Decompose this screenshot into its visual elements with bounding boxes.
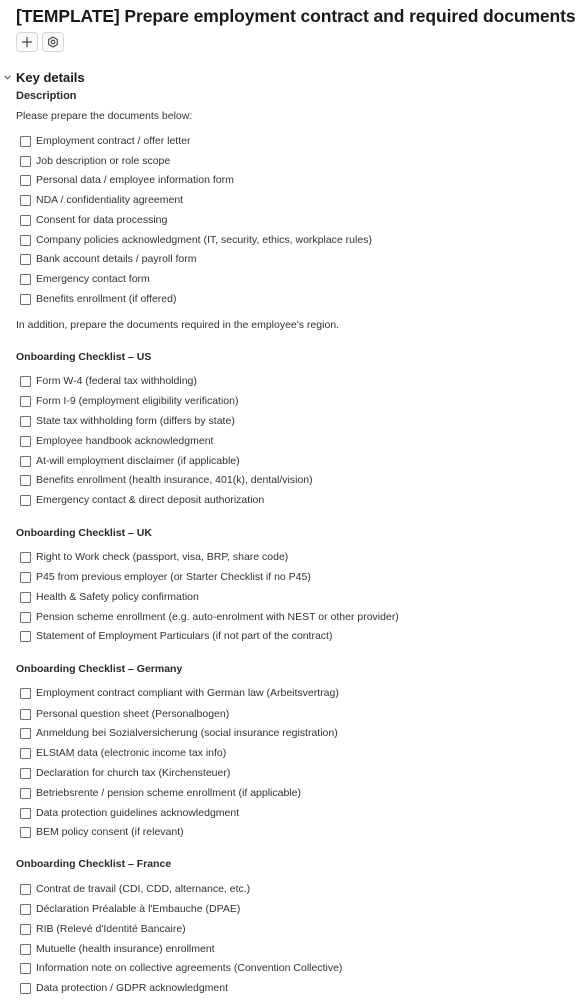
checkbox[interactable] bbox=[20, 274, 31, 285]
checkbox[interactable] bbox=[20, 475, 31, 486]
checklist-item-label: Mutuelle (health insurance) enrollment bbox=[36, 943, 215, 955]
checkbox[interactable] bbox=[20, 748, 31, 759]
checkbox[interactable] bbox=[20, 631, 31, 642]
checkbox[interactable] bbox=[20, 688, 31, 699]
checkbox[interactable] bbox=[20, 963, 31, 974]
checklist-item[interactable] bbox=[20, 192, 183, 208]
checklist-item-label: Form I-9 (employment eligibility verification) bbox=[36, 395, 239, 407]
checklist-item[interactable] bbox=[20, 960, 342, 976]
checklist-heading: Onboarding Checklist – Germany bbox=[16, 663, 183, 675]
checklist-item-label: Health & Safety policy confirmation bbox=[36, 591, 199, 603]
checklist-item[interactable] bbox=[20, 393, 238, 409]
checkbox[interactable] bbox=[20, 924, 31, 935]
checkbox[interactable] bbox=[20, 572, 31, 583]
checklist-item-label: Statement of Employment Particulars (if not part of the contract) bbox=[36, 630, 333, 642]
checklist-item-label: Betriebsrente / pension scheme enrollment (if applicable) bbox=[36, 787, 301, 799]
checklist-item-label: Employment contract compliant with German law (Arbeitsvertrag) bbox=[36, 687, 339, 699]
add-button[interactable] bbox=[16, 32, 38, 52]
checkbox[interactable] bbox=[20, 136, 31, 147]
checkbox[interactable] bbox=[20, 788, 31, 799]
checkbox[interactable] bbox=[20, 827, 31, 838]
checklist-item[interactable] bbox=[20, 153, 170, 169]
checklist-heading: Onboarding Checklist – US bbox=[16, 351, 152, 363]
checkbox[interactable] bbox=[20, 456, 31, 467]
checklist-item[interactable] bbox=[20, 685, 339, 701]
checkbox[interactable] bbox=[20, 904, 31, 915]
checklist-item-label: NDA / confidentiality agreement bbox=[36, 194, 184, 206]
checkbox[interactable] bbox=[20, 376, 31, 387]
toolbar bbox=[16, 32, 64, 52]
checklist-item-label: Right to Work check (passport, visa, BRP, share code) bbox=[36, 551, 289, 563]
checklist-item-label: State tax withholding form (differs by state) bbox=[36, 415, 235, 427]
checklist-item[interactable] bbox=[20, 921, 186, 937]
checkbox[interactable] bbox=[20, 175, 31, 186]
checklist-item[interactable] bbox=[20, 980, 228, 996]
checkbox[interactable] bbox=[20, 592, 31, 603]
chevron-down-icon bbox=[0, 73, 14, 82]
checkbox[interactable] bbox=[20, 728, 31, 739]
checklist-item-label: Data protection guidelines acknowledgment bbox=[36, 807, 240, 819]
checklist-item-label: ELStAM data (electronic income tax info) bbox=[36, 747, 227, 759]
checkbox[interactable] bbox=[20, 944, 31, 955]
checkbox[interactable] bbox=[20, 294, 31, 305]
checkbox[interactable] bbox=[20, 416, 31, 427]
checklist-item-label: P45 from previous employer (or Starter Checklist if no P45) bbox=[36, 571, 311, 583]
checklist-item[interactable] bbox=[20, 901, 240, 917]
section-toggle-key-details[interactable] bbox=[0, 68, 85, 86]
checklist-item-label: BEM policy consent (if relevant) bbox=[36, 826, 184, 838]
checklist-item[interactable] bbox=[20, 589, 199, 605]
section-title: Key details bbox=[16, 69, 85, 85]
checklist-item[interactable] bbox=[20, 881, 250, 897]
checkbox[interactable] bbox=[20, 495, 31, 506]
checklist-item-label: Job description or role scope bbox=[36, 155, 171, 167]
checklist-item[interactable] bbox=[20, 472, 313, 488]
checklist-item-label: Bank account details / payroll form bbox=[36, 253, 197, 265]
checklist-item[interactable] bbox=[20, 725, 338, 741]
checkbox[interactable] bbox=[20, 612, 31, 623]
settings-button[interactable] bbox=[42, 32, 64, 52]
checkbox[interactable] bbox=[20, 768, 31, 779]
checklist-item[interactable] bbox=[20, 413, 235, 429]
checklist-item[interactable] bbox=[20, 251, 197, 267]
checklist-item[interactable] bbox=[20, 785, 301, 801]
checklist-item-label: Anmeldung bei Sozialversicherung (social insurance registration) bbox=[36, 727, 338, 739]
checklist-item-label: Emergency contact & direct deposit authorization bbox=[36, 494, 265, 506]
intro-text: Please prepare the documents below: bbox=[16, 110, 193, 122]
plus-icon bbox=[21, 36, 33, 48]
checkbox[interactable] bbox=[20, 983, 31, 994]
checklist-item[interactable] bbox=[20, 805, 239, 821]
checklist-item-label: Employee handbook acknowledgment bbox=[36, 435, 214, 447]
checkbox[interactable] bbox=[20, 156, 31, 167]
checklist-item-label: Consent for data processing bbox=[36, 214, 168, 226]
checklist-item-label: Emergency contact form bbox=[36, 273, 150, 285]
checklist-item-label: Personal question sheet (Personalbogen) bbox=[36, 708, 230, 720]
checklist-item[interactable] bbox=[20, 745, 226, 761]
checklist-item-label: Benefits enrollment (health insurance, 401(k), dental/vision) bbox=[36, 474, 313, 486]
settings-gear-icon bbox=[47, 36, 59, 48]
checklist-heading: Onboarding Checklist – France bbox=[16, 858, 172, 870]
checklist-item-label: Information note on collective agreements (Convention Collective) bbox=[36, 962, 343, 974]
checklist-item-label: Employment contract / offer letter bbox=[36, 135, 191, 147]
checklist-item[interactable] bbox=[20, 232, 372, 248]
checkbox[interactable] bbox=[20, 884, 31, 895]
checklist-item-label: Contrat de travail (CDI, CDD, alternance, etc.) bbox=[36, 883, 251, 895]
checklist-item-label: RIB (Relevé d'Identité Bancaire) bbox=[36, 923, 186, 935]
checklist-item-label: Data protection / GDPR acknowledgment bbox=[36, 982, 229, 994]
checkbox[interactable] bbox=[20, 195, 31, 206]
checklist-item[interactable] bbox=[20, 433, 213, 449]
checklist-item[interactable] bbox=[20, 706, 229, 722]
checklist-heading: Onboarding Checklist – UK bbox=[16, 527, 152, 539]
checklist-item[interactable] bbox=[20, 628, 332, 644]
checklist-item-label: Benefits enrollment (if offered) bbox=[36, 293, 177, 305]
checklist-item-label: Company policies acknowledgment (IT, security, ethics, workplace rules) bbox=[36, 234, 372, 246]
checklist-item[interactable] bbox=[20, 291, 176, 307]
checkbox[interactable] bbox=[20, 552, 31, 563]
checkbox[interactable] bbox=[20, 436, 31, 447]
checklist-item-label: At-will employment disclaimer (if applicable) bbox=[36, 455, 240, 467]
checklist-item[interactable] bbox=[20, 492, 264, 508]
checklist-item[interactable] bbox=[20, 133, 190, 149]
checklist-item-label: Personal data / employee information form bbox=[36, 174, 234, 186]
checkbox[interactable] bbox=[20, 215, 31, 226]
page-title: [TEMPLATE] Prepare employment contract and required documents bbox=[16, 6, 576, 26]
checklist-item-label: Pension scheme enrollment (e.g. auto-enrolment with NEST or other provider) bbox=[36, 611, 399, 623]
checklist-item-label: Déclaration Préalable à l'Embauche (DPAE) bbox=[36, 903, 241, 915]
checklist-item[interactable] bbox=[20, 569, 311, 585]
checkbox[interactable] bbox=[20, 254, 31, 265]
checklist-item-label: Form W-4 (federal tax withholding) bbox=[36, 375, 197, 387]
checkbox[interactable] bbox=[20, 396, 31, 407]
checklist-item[interactable] bbox=[20, 271, 150, 287]
description-label: Description bbox=[16, 90, 77, 102]
checklist-item[interactable] bbox=[20, 609, 399, 625]
checkbox[interactable] bbox=[20, 709, 31, 720]
checklist-item[interactable] bbox=[20, 373, 197, 389]
checkbox[interactable] bbox=[20, 808, 31, 819]
checklist-item[interactable] bbox=[20, 941, 215, 957]
checklist-item[interactable] bbox=[20, 549, 288, 565]
checklist-item[interactable] bbox=[20, 212, 167, 228]
addition-text: In addition, prepare the documents required in the employee's region. bbox=[16, 319, 340, 331]
checklist-item[interactable] bbox=[20, 172, 234, 188]
checklist-item[interactable] bbox=[20, 453, 240, 469]
checkbox[interactable] bbox=[20, 235, 31, 246]
checklist-item-label: Declaration for church tax (Kirchensteuer) bbox=[36, 767, 231, 779]
checklist-item[interactable] bbox=[20, 765, 230, 781]
checklist-item[interactable] bbox=[20, 824, 184, 840]
